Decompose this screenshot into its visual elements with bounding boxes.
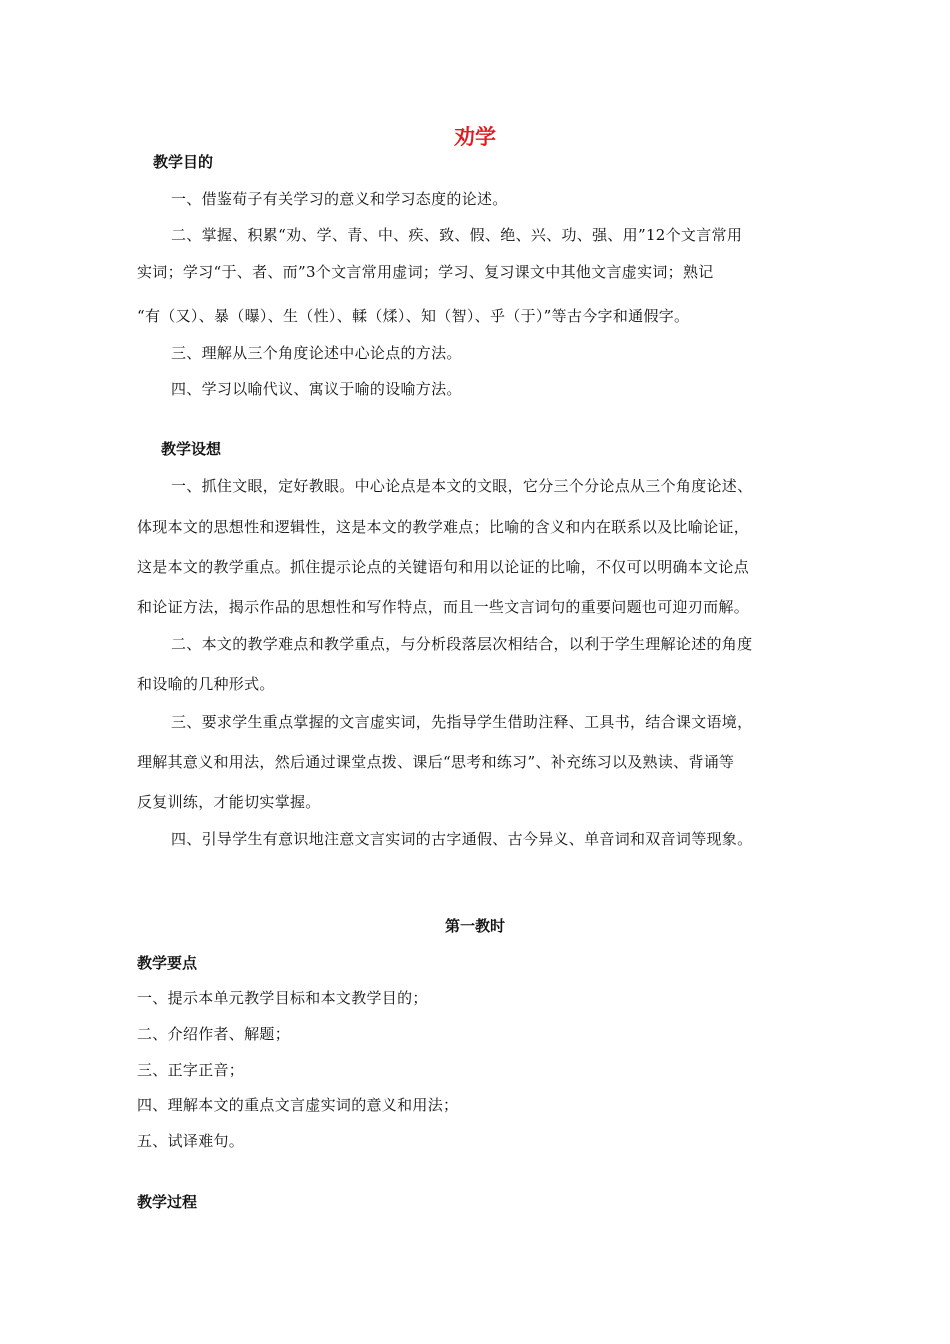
design-line: 体现本文的思想性和逻辑性，这是本文的教学难点；比喻的含义和内在联系以及比喻论证， xyxy=(137,518,750,536)
purpose-line: “有（又）、暴（曝）、生（性）、輮（煣）、知（智）、乎（于）”等古今字和通假字。 xyxy=(137,307,690,325)
point-item: 二、介绍作者、解题； xyxy=(137,1025,291,1043)
purpose-line: 三、理解从三个角度论述中心论点的方法。 xyxy=(171,344,462,362)
design-line: 反复训练，才能切实掌握。 xyxy=(137,793,321,811)
purpose-line: 四、学习以喻代议、寓议于喻的设喻方法。 xyxy=(171,380,462,398)
purpose-heading: 教学目的 xyxy=(153,153,214,171)
purpose-line: 实词；学习“于、者、而”3个文言常用虚词；学习、复习课文中其他文言虚实词；熟记 xyxy=(137,263,714,281)
document-title: 劝学 xyxy=(454,124,496,149)
design-line: 理解其意义和用法，然后通过课堂点拨、课后“思考和练习”、补充练习以及熟读、背诵等 xyxy=(137,753,735,771)
purpose-line: 一、借鉴荀子有关学习的意义和学习态度的论述。 xyxy=(171,190,508,208)
design-line: 四、引导学生有意识地注意文言实词的古字通假、古今异义、单音词和双音词等现象。 xyxy=(171,830,753,848)
lesson-heading: 第一教时 xyxy=(444,917,505,935)
purpose-line: 二、掌握、积累“劝、学、青、中、疾、致、假、绝、兴、功、强、用”12个文言常用 xyxy=(171,226,743,244)
point-item: 五、试译难句。 xyxy=(137,1132,245,1150)
design-line: 和论证方法，揭示作品的思想性和写作特点，而且一些文言词句的重要问题也可迎刃而解。 xyxy=(137,598,750,616)
design-line: 三、要求学生重点掌握的文言虚实词，先指导学生借助注释、工具书，结合课文语境， xyxy=(171,713,753,731)
design-line: 和设喻的几种形式。 xyxy=(137,675,275,693)
design-line: 二、本文的教学难点和教学重点，与分析段落层次相结合，以利于学生理解论述的角度 xyxy=(171,635,753,653)
point-item: 四、理解本文的重点文言虚实词的意义和用法； xyxy=(137,1096,459,1114)
design-heading: 教学设想 xyxy=(161,440,222,458)
point-item: 一、提示本单元教学目标和本文教学目的； xyxy=(137,989,428,1007)
design-line: 一、抓住文眼，定好教眼。中心论点是本文的文眼，它分三个分论点从三个角度论述、 xyxy=(171,477,753,495)
point-item: 三、正字正音； xyxy=(137,1061,245,1079)
points-heading: 教学要点 xyxy=(137,954,198,972)
process-heading: 教学过程 xyxy=(137,1193,198,1211)
design-line: 这是本文的教学重点。抓住提示论点的关键语句和用以论证的比喻，不仅可以明确本文论点 xyxy=(137,558,750,576)
